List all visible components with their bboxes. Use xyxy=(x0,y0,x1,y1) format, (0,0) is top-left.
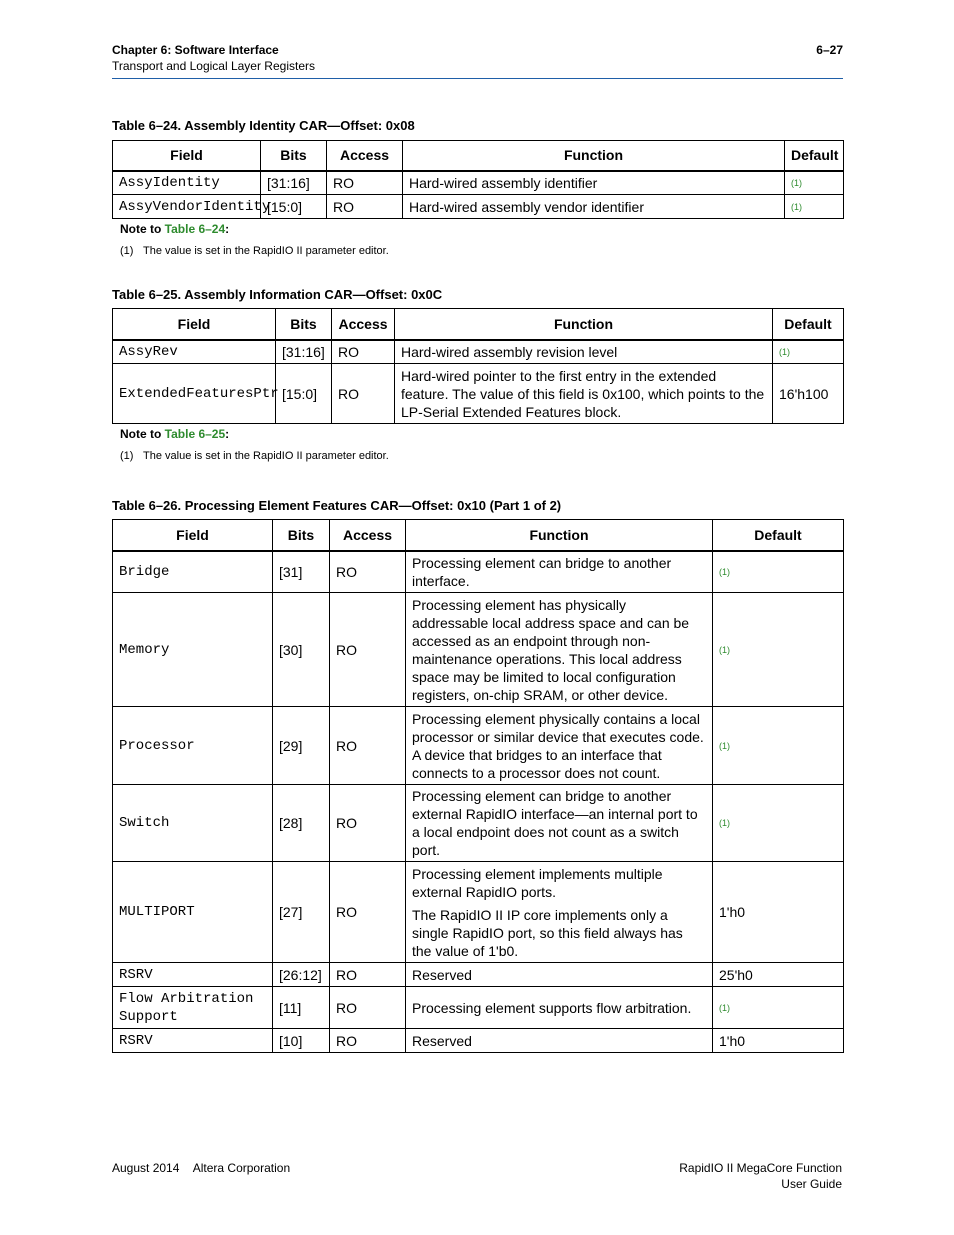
register-table xyxy=(112,140,844,219)
column-header-function: Function xyxy=(403,141,785,171)
access-cell: RO xyxy=(330,785,406,862)
bits-cell: [29] xyxy=(273,707,330,785)
note-number: (1) xyxy=(120,245,134,257)
column-header-default: Default xyxy=(773,309,844,340)
access-cell: RO xyxy=(332,364,395,424)
function-cell: Reserved xyxy=(406,963,713,987)
default-cell xyxy=(713,785,844,862)
table-row xyxy=(113,593,844,707)
table-row xyxy=(113,707,844,785)
column-header-field: Field xyxy=(113,520,273,551)
table-note xyxy=(120,427,229,441)
section-title: Transport and Logical Layer Registers xyxy=(112,59,315,73)
access-cell: RO xyxy=(332,340,395,364)
note-suffix: : xyxy=(225,427,230,441)
footnote-link[interactable]: (1) xyxy=(791,177,802,188)
default-cell xyxy=(773,340,844,364)
access-cell: RO xyxy=(330,707,406,785)
table-caption: Table 6–25. Assembly Information CAR—Offset: 0x0C xyxy=(112,287,443,302)
bits-cell: [15:0] xyxy=(276,364,332,424)
default-cell: 1'h0 xyxy=(713,1029,844,1053)
note-suffix: : xyxy=(225,222,230,236)
table-row xyxy=(113,171,844,195)
function-cell: Hard-wired assembly revision level xyxy=(395,340,773,364)
footnote-link[interactable]: (1) xyxy=(779,346,790,357)
bits-cell: [31:16] xyxy=(261,171,327,195)
default-cell xyxy=(713,707,844,785)
access-cell: RO xyxy=(327,171,403,195)
column-header-bits: Bits xyxy=(261,141,327,171)
field-name: ExtendedFeaturesPtr xyxy=(113,364,276,424)
field-name: AssyIdentity xyxy=(113,171,261,195)
table-caption: Table 6–26. Processing Element Features CAR—Offset: 0x10 (Part 1 of 2) xyxy=(112,498,562,513)
bits-cell: [15:0] xyxy=(261,195,327,219)
table-row xyxy=(113,862,844,963)
function-cell: Hard-wired assembly identifier xyxy=(403,171,785,195)
function-cell: Processing element has physically addressable local address space and can be accessed as an endpoint through non-maintenance operations. This local address space may be limited to local configuration registers, on-chip SRAM, or other device. xyxy=(406,593,713,707)
function-cell: Processing element can bridge to another external RapidIO interface—an internal port to a local endpoint does not count as a switch port. xyxy=(406,785,713,862)
function-cell: Processing element physically contains a local processor or similar device that executes code. A device that bridges to an interface that connects to a processor does not count. xyxy=(406,707,713,785)
access-cell: RO xyxy=(330,551,406,593)
function-cell: Hard-wired pointer to the first entry in the extended feature. The value of this field is 0x100, which points to the LP-Serial Extended Features block. xyxy=(395,364,773,424)
bits-cell: [26:12] xyxy=(273,963,330,987)
table-row xyxy=(113,785,844,862)
footnote-link[interactable]: (1) xyxy=(791,201,802,212)
function-cell: Processing element can bridge to another interface. xyxy=(406,551,713,593)
bits-cell: [11] xyxy=(273,987,330,1029)
note-number: (1) xyxy=(120,450,134,462)
note-prefix: Note to xyxy=(120,427,165,441)
column-header-access: Access xyxy=(330,520,406,551)
table-row xyxy=(113,340,844,364)
default-cell: 25'h0 xyxy=(713,963,844,987)
default-cell xyxy=(785,195,844,219)
field-name: AssyVendorIdentity xyxy=(113,195,261,219)
table-link[interactable]: Table 6–25 xyxy=(164,427,226,441)
access-cell: RO xyxy=(330,987,406,1029)
footnote-link[interactable]: (1) xyxy=(719,740,730,751)
default-cell: 1'h0 xyxy=(713,862,844,963)
footer-date: August 2014 xyxy=(112,1161,180,1175)
bits-cell: [28] xyxy=(273,785,330,862)
field-name: RSRV xyxy=(113,1029,273,1053)
function-cell xyxy=(406,862,713,963)
field-name: AssyRev xyxy=(113,340,276,364)
bits-cell: [27] xyxy=(273,862,330,963)
footnote-link[interactable]: (1) xyxy=(719,1002,730,1013)
note-item xyxy=(120,245,389,257)
access-cell: RO xyxy=(330,593,406,707)
table-row xyxy=(113,364,844,424)
bits-cell: [10] xyxy=(273,1029,330,1053)
function-paragraph: Processing element implements multiple external RapidIO ports. xyxy=(412,865,663,900)
footer-doc-title: RapidIO II MegaCore Function xyxy=(679,1161,842,1175)
table-caption: Table 6–24. Assembly Identity CAR—Offset: 0x08 xyxy=(112,118,415,133)
bits-cell: [30] xyxy=(273,593,330,707)
footer-doc-type: User Guide xyxy=(781,1177,842,1191)
field-name: Switch xyxy=(113,785,273,862)
footer-company: Altera Corporation xyxy=(192,1161,291,1175)
column-header-default: Default xyxy=(785,141,844,171)
bits-cell: [31:16] xyxy=(276,340,332,364)
column-header-bits: Bits xyxy=(273,520,330,551)
register-table xyxy=(112,519,844,1053)
column-header-access: Access xyxy=(327,141,403,171)
column-header-field: Field xyxy=(113,141,261,171)
access-cell: RO xyxy=(330,862,406,963)
field-name: RSRV xyxy=(113,963,273,987)
column-header-field: Field xyxy=(113,309,276,340)
chapter-title: Chapter 6: Software Interface xyxy=(112,43,279,57)
footnote-link[interactable]: (1) xyxy=(719,566,730,577)
table-row xyxy=(113,987,844,1029)
table-row xyxy=(113,963,844,987)
table-row xyxy=(113,551,844,593)
register-table xyxy=(112,308,844,424)
access-cell: RO xyxy=(330,1029,406,1053)
column-header-access: Access xyxy=(332,309,395,340)
table-link[interactable]: Table 6–24 xyxy=(164,222,226,236)
footnote-link[interactable]: (1) xyxy=(719,818,730,828)
default-cell xyxy=(713,987,844,1029)
column-header-function: Function xyxy=(395,309,773,340)
column-header-function: Function xyxy=(406,520,713,551)
table-row xyxy=(113,195,844,219)
field-name: Processor xyxy=(113,707,273,785)
note-text: The value is set in the RapidIO II parameter editor. xyxy=(143,245,389,257)
footnote-link[interactable]: (1) xyxy=(719,644,730,655)
function-cell: Hard-wired assembly vendor identifier xyxy=(403,195,785,219)
field-name: Bridge xyxy=(113,551,273,593)
field-name: Flow Arbitration Support xyxy=(113,987,273,1029)
default-cell: 16'h100 xyxy=(773,364,844,424)
note-text: The value is set in the RapidIO II parameter editor. xyxy=(143,450,389,462)
field-name: MULTIPORT xyxy=(113,862,273,963)
function-cell: Processing element supports flow arbitration. xyxy=(406,987,713,1029)
default-cell xyxy=(713,593,844,707)
page-number: 6–27 xyxy=(816,43,843,57)
default-cell xyxy=(713,551,844,593)
access-cell: RO xyxy=(327,195,403,219)
page-header xyxy=(112,43,843,79)
page-footer-left xyxy=(112,1161,290,1175)
access-cell: RO xyxy=(330,963,406,987)
column-header-default: Default xyxy=(713,520,844,551)
function-paragraph: The RapidIO II IP core implements only a single RapidIO port, so this field always has the value of 1'b0. xyxy=(412,906,683,959)
note-prefix: Note to xyxy=(120,222,165,236)
default-cell xyxy=(785,171,844,195)
column-header-bits: Bits xyxy=(276,309,332,340)
bits-cell: [31] xyxy=(273,551,330,593)
table-note xyxy=(120,222,229,236)
function-cell: Reserved xyxy=(406,1029,713,1053)
field-name: Memory xyxy=(113,593,273,707)
table-row xyxy=(113,1029,844,1053)
note-item xyxy=(120,450,389,462)
